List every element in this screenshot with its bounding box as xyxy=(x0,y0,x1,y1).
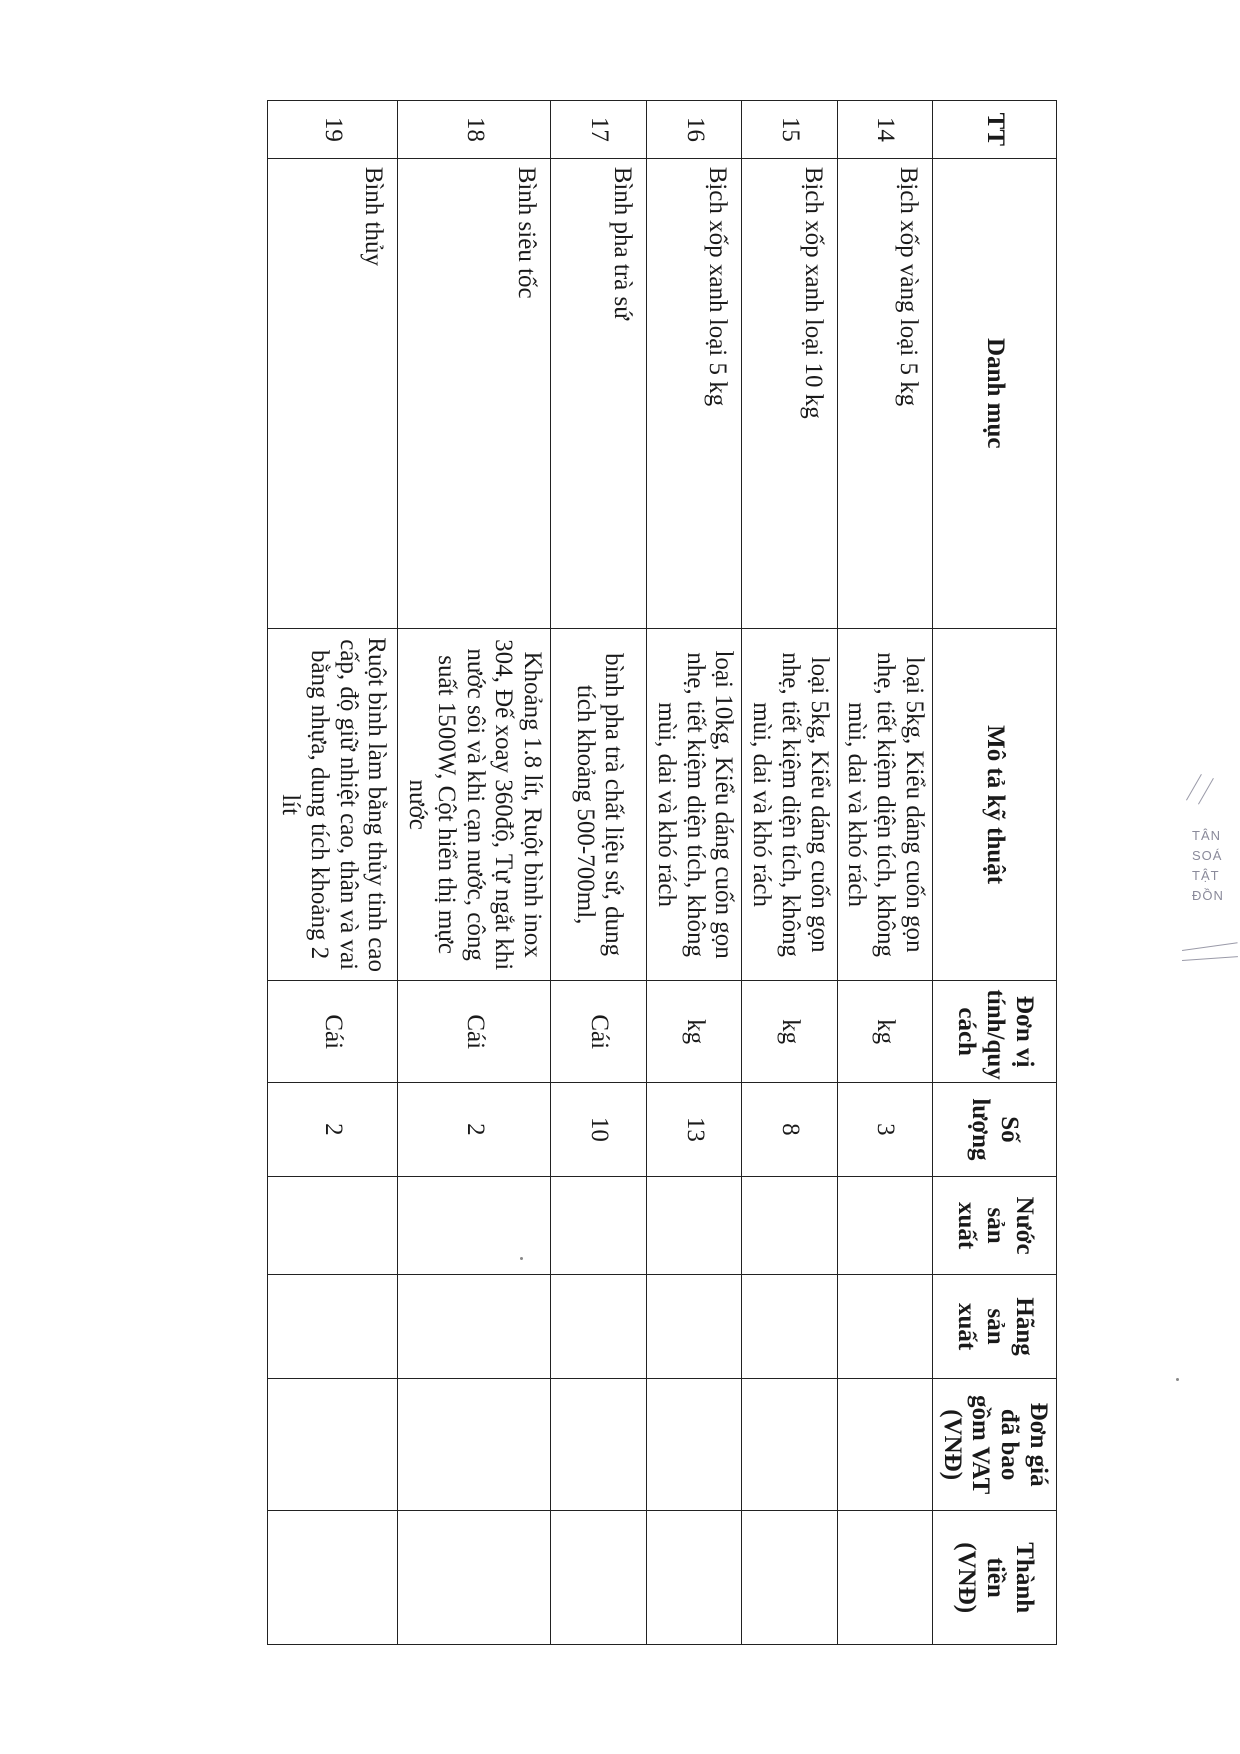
scan-speck xyxy=(520,1257,523,1260)
cell-name: Bịch xốp vàng loại 5 kg xyxy=(837,158,932,628)
cell-maker xyxy=(551,1275,647,1379)
cell-tt: 16 xyxy=(647,101,742,159)
cell-maker xyxy=(837,1275,932,1379)
cell-total xyxy=(837,1511,932,1645)
stamp-text-line: TÂN xyxy=(1192,828,1221,843)
header-country: Nước sản xuất xyxy=(933,1176,1057,1274)
cell-qty: 8 xyxy=(742,1082,837,1176)
cell-maker xyxy=(268,1275,398,1379)
stamp-text-line: ĐỒN xyxy=(1192,888,1224,903)
cell-country xyxy=(837,1176,932,1274)
table-row xyxy=(647,101,742,1645)
cell-qty: 3 xyxy=(837,1082,932,1176)
cell-desc: Ruột bình làm bằng thủy tinh cao cấp, độ giữ nhiệt cao, thân và vai bằng nhựa, dung tích khoảng 2 lít xyxy=(268,628,398,981)
rotated-table-container xyxy=(275,100,1057,1645)
cell-price xyxy=(551,1378,647,1510)
cell-unit: kg xyxy=(837,981,932,1083)
cell-name: Bình siêu tốc xyxy=(398,158,551,628)
header-desc: Mô tả kỹ thuật xyxy=(933,628,1057,981)
cell-desc: bình pha trà chất liệu sứ, dung tích khoảng 500-700ml, xyxy=(551,628,647,981)
cell-qty: 2 xyxy=(398,1082,551,1176)
cell-price xyxy=(268,1378,398,1510)
table-row xyxy=(398,101,551,1645)
cell-total xyxy=(742,1511,837,1645)
scan-speck xyxy=(1176,1378,1179,1381)
header-row xyxy=(933,101,1057,1645)
header-price: Đơn giá đã bao gồm VAT (VNĐ) xyxy=(933,1378,1057,1510)
cell-desc: loại 5kg, Kiểu dáng cuốn gọn nhẹ, tiết kiệm diện tích, không mùi, dai và khó rách xyxy=(837,628,932,981)
cell-desc: loại 10kg, Kiểu dáng cuốn gọn nhẹ, tiết kiệm diện tích, không mùi, dai và khó rách xyxy=(647,628,742,981)
table-row xyxy=(551,101,647,1645)
cell-maker xyxy=(398,1275,551,1379)
cell-country xyxy=(551,1176,647,1274)
cell-tt: 15 xyxy=(742,101,837,159)
stamp-stroke xyxy=(1182,956,1238,961)
header-unit: Đơn vị tính/quy cách xyxy=(933,981,1057,1083)
cell-desc: Khoảng 1.8 lít, Ruột bình inox 304, Đế xoay 360độ, Tự ngắt khi nước sôi và khi cạn nước, công suất 1500W, Cột hiển thị mực nước xyxy=(398,628,551,981)
cell-total xyxy=(398,1511,551,1645)
stamp-text-line: TẬT xyxy=(1192,868,1220,883)
cell-tt: 14 xyxy=(837,101,932,159)
cell-price xyxy=(647,1378,742,1510)
table-row xyxy=(837,101,932,1645)
header-maker: Hãng sản xuất xyxy=(933,1275,1057,1379)
cell-unit: kg xyxy=(647,981,742,1083)
header-qty: Số lượng xyxy=(933,1082,1057,1176)
cell-total xyxy=(268,1511,398,1645)
cell-name: Bình pha trà sứ xyxy=(551,158,647,628)
cell-price xyxy=(837,1378,932,1510)
cell-qty: 10 xyxy=(551,1082,647,1176)
table-row xyxy=(742,101,837,1645)
procurement-table xyxy=(268,100,1058,1645)
cell-unit: Cái xyxy=(551,981,647,1083)
stamp-stroke xyxy=(1182,942,1238,951)
stamp-text-line: SOÁ xyxy=(1192,848,1223,863)
cell-unit: kg xyxy=(742,981,837,1083)
cell-country xyxy=(742,1176,837,1274)
stamp-stroke xyxy=(1186,774,1202,800)
cell-total xyxy=(551,1511,647,1645)
stamp-stroke xyxy=(1198,778,1214,804)
cell-maker xyxy=(742,1275,837,1379)
cell-country xyxy=(647,1176,742,1274)
cell-maker xyxy=(647,1275,742,1379)
cell-qty: 2 xyxy=(268,1082,398,1176)
cell-unit: Cái xyxy=(398,981,551,1083)
table-row xyxy=(268,101,398,1645)
cell-name: Bịch xốp xanh loại 5 kg xyxy=(647,158,742,628)
header-tt: TT xyxy=(933,101,1057,159)
cell-name: Bịch xốp xanh loại 10 kg xyxy=(742,158,837,628)
cell-unit: Cái xyxy=(268,981,398,1083)
cell-price xyxy=(742,1378,837,1510)
cell-tt: 19 xyxy=(268,101,398,159)
cell-country xyxy=(398,1176,551,1274)
header-name: Danh mục xyxy=(933,158,1057,628)
cell-total xyxy=(647,1511,742,1645)
cell-tt: 18 xyxy=(398,101,551,159)
cell-qty: 13 xyxy=(647,1082,742,1176)
header-total: Thành tiền (VNĐ) xyxy=(933,1511,1057,1645)
cell-country xyxy=(268,1176,398,1274)
cell-desc: loại 5kg, Kiểu dáng cuốn gọn nhẹ, tiết kiệm diện tích, không mùi, dai và khó rách xyxy=(742,628,837,981)
cell-price xyxy=(398,1378,551,1510)
cell-tt: 17 xyxy=(551,101,647,159)
partial-seal-stamp xyxy=(1178,790,1240,990)
cell-name: Bình thủy xyxy=(268,158,398,628)
